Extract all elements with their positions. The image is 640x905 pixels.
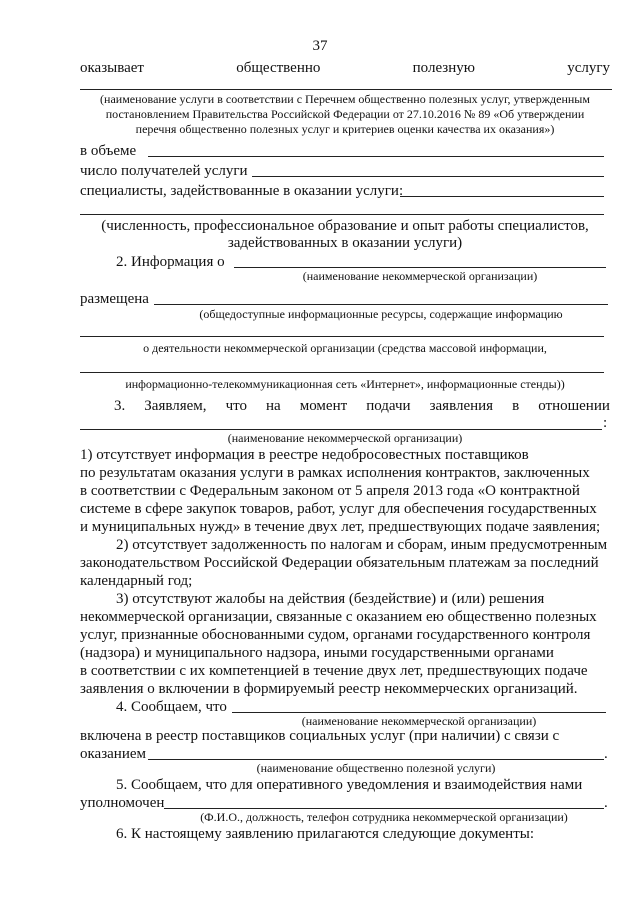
section-5-line: 5. Сообщаем, что для оперативного уведомления и взаимодействия нами bbox=[116, 777, 583, 793]
section-3-word: момент bbox=[299, 398, 348, 414]
item-2-line: календарный год; bbox=[80, 573, 193, 589]
volume-label: в объеме bbox=[80, 143, 137, 159]
placed-field[interactable] bbox=[154, 304, 608, 305]
header-word: услугу bbox=[567, 60, 610, 76]
section-3-word: Заявляем, bbox=[144, 398, 207, 414]
item-2-line: законодательством Российской Федерации обязательным платежам за последний bbox=[80, 555, 599, 571]
colon: : bbox=[603, 415, 608, 431]
service-name-field[interactable] bbox=[148, 759, 604, 760]
section-6-line: 6. К настоящему заявлению прилагаются следующие документы: bbox=[116, 826, 535, 842]
section-3-word: что bbox=[225, 398, 247, 414]
item-3-line: (надзора) и муниципального надзора, иными государственными органами bbox=[80, 645, 554, 661]
internet-note: информационно-телекоммуникационная сеть «Интернет», информационные стенды)) bbox=[125, 377, 565, 391]
service-header-line bbox=[80, 59, 610, 77]
org-name-field-2[interactable] bbox=[232, 712, 606, 713]
header-word: полезную bbox=[412, 60, 475, 76]
section-3-word: 3. bbox=[114, 398, 126, 414]
section-3-word: подачи bbox=[366, 398, 411, 414]
item-1-line: и муниципальных нужд» в течение двух лет, предшествующих подаче заявления; bbox=[80, 519, 601, 535]
org-name-field[interactable] bbox=[80, 429, 602, 430]
section-4-label: 4. Сообщаем, что bbox=[116, 699, 227, 715]
service-note-line: перечня общественно полезных услуг и критериев оценки качества их оказания») bbox=[135, 122, 555, 136]
authorized-label: уполномочен bbox=[80, 795, 165, 811]
header-word: общественно bbox=[236, 60, 321, 76]
placed-field-line-3[interactable] bbox=[80, 372, 604, 373]
specialists-label: специалисты, задействованные в оказании услуги: bbox=[80, 183, 404, 199]
org-info-field[interactable] bbox=[234, 267, 606, 268]
specialists-field-line-2[interactable] bbox=[80, 214, 604, 215]
specialists-note: (численность, профессиональное образование и опыт работы специалистов, bbox=[101, 218, 589, 234]
item-3-line: некоммерческой организации, связанные с оказанием ею общественно полезных bbox=[80, 609, 597, 625]
resources-note: (общедоступные информационные ресурсы, содержащие информацию bbox=[199, 307, 563, 321]
service-name-fill-line bbox=[80, 89, 612, 90]
item-3-line: 3) отсутствуют жалобы на действия (бездействие) и (или) решения bbox=[116, 591, 545, 607]
period: . bbox=[604, 746, 608, 762]
item-2-line: 2) отсутствует задолженность по налогам и сборам, иным предусмотренным bbox=[116, 537, 608, 553]
item-1-line: 1) отсутствует информация в реестре недобросовестных поставщиков bbox=[80, 447, 529, 463]
section-3-word: отношении bbox=[538, 398, 610, 414]
org-name-note: (наименование некоммерческой организации) bbox=[302, 269, 538, 283]
recipients-field[interactable] bbox=[252, 176, 604, 177]
item-3-line: услуг, признанные обоснованными судом, органами государственного контроля bbox=[80, 627, 591, 643]
service-note-line: постановлением Правительства Российской Федерации от 27.10.2016 № 89 «Об утверждении bbox=[105, 107, 585, 121]
service-note-line: (наименование услуги в соответствии с Перечнем общественно полезных услуг, утвержденным bbox=[100, 92, 590, 106]
item-3-line: в соответствии с их компетенцией в течение двух лет, предшествующих подаче bbox=[80, 663, 588, 679]
section-2-label: 2. Информация о bbox=[116, 254, 225, 270]
period-2: . bbox=[604, 795, 608, 811]
section-3-word: на bbox=[266, 398, 281, 414]
org-name-note-3: (наименование некоммерческой организации) bbox=[301, 714, 537, 728]
item-1-line: по результатам оказания услуги в рамках исполнения контрактов, заключенных bbox=[80, 465, 590, 481]
placed-label: размещена bbox=[80, 291, 149, 307]
specialists-field[interactable] bbox=[400, 196, 604, 197]
specialists-note: задействованных в оказании услуги) bbox=[227, 235, 463, 251]
media-note: о деятельности некоммерческой организации (средства массовой информации, bbox=[143, 341, 547, 355]
item-1-line: системе в сфере закупок товаров, работ, услуг для обеспечения государственных bbox=[80, 501, 597, 517]
section-3-word: в bbox=[512, 398, 520, 414]
authorized-field[interactable] bbox=[164, 808, 604, 809]
rendering-label: оказанием bbox=[80, 746, 147, 762]
header-word: оказывает bbox=[80, 60, 144, 76]
included-line: включена в реестр поставщиков социальных услуг (при наличии) с связи с bbox=[80, 728, 560, 744]
org-name-note-2: (наименование некоммерческой организации) bbox=[227, 431, 463, 445]
placed-field-line-2[interactable] bbox=[80, 336, 604, 337]
contact-note: (Ф.И.О., должность, телефон сотрудника некоммерческой организации) bbox=[200, 810, 568, 824]
item-1-line: в соответствии с Федеральным законом от 5 апреля 2013 года «О контрактной bbox=[80, 483, 580, 499]
page-number: 37 bbox=[312, 38, 328, 54]
section-3-word: заявления bbox=[429, 398, 494, 414]
volume-field[interactable] bbox=[148, 156, 604, 157]
section-3-line bbox=[114, 397, 610, 415]
recipients-label: число получателей услуги bbox=[80, 163, 248, 179]
service-name-note: (наименование общественно полезной услуги) bbox=[256, 761, 496, 775]
item-3-line: заявления о включении в формируемый реестр некоммерческих организаций. bbox=[80, 681, 578, 697]
